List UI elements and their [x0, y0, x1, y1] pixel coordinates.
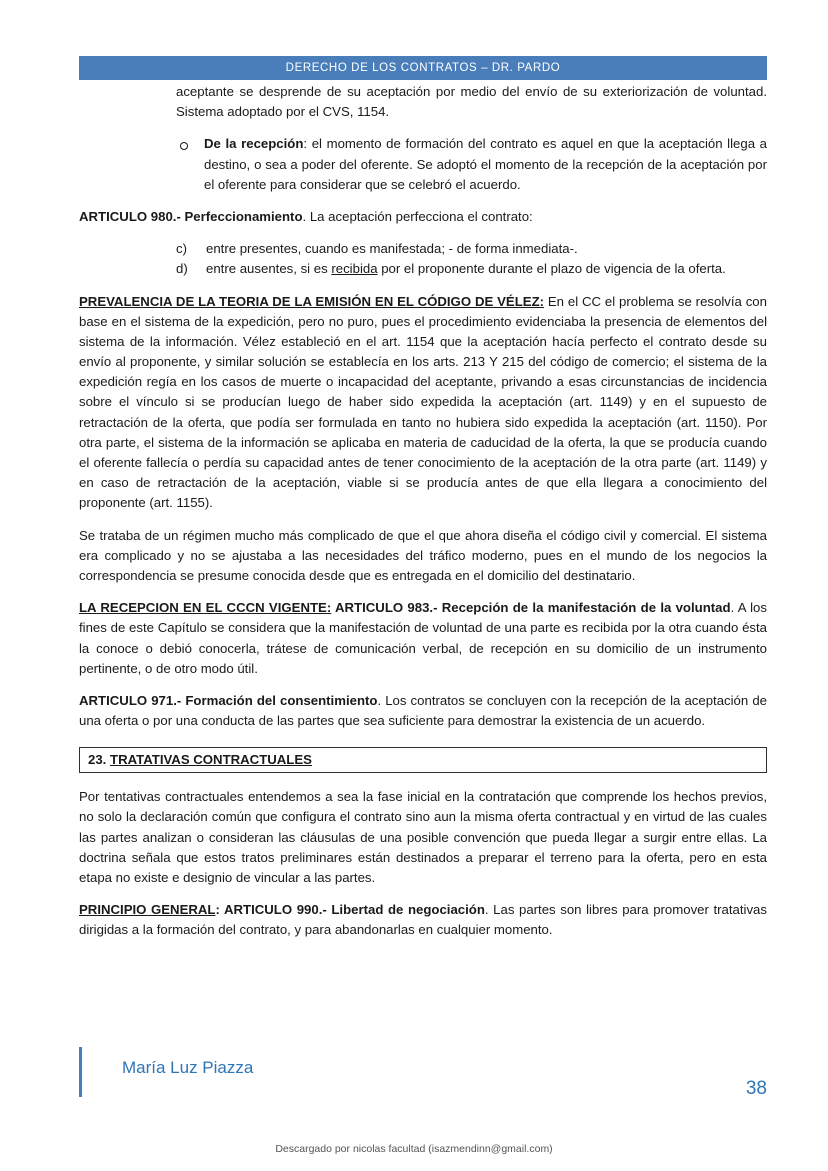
section-number: 23.	[88, 752, 107, 768]
section-heading-box	[79, 747, 767, 773]
list-item-d-underlined: recibida	[331, 261, 378, 277]
articulo-990-label: : ARTICULO 990.- Libertad de negociación	[215, 902, 485, 918]
author-name: María Luz Piazza	[122, 1058, 254, 1077]
paragraph-regimen-text: Se trataba de un régimen mucho más complicado de que el que ahora diseña el código civil y comercial. El sistema era complicado y no se ajustaba a las necesidades del tráfico moderno, pues en el mundo de los negocios la correspondencia se presume conocida desde que es entregada en el domicilio del destinatario.	[79, 527, 767, 583]
hollow-bullet-icon	[180, 142, 188, 150]
list-item-d-text-post: por el proponente durante el plazo de vigencia de la oferta.	[377, 261, 726, 277]
download-note: Descargado por nicolas facultad (isazmendinn@gmail.com)	[275, 1143, 553, 1155]
list-item-c-text: entre presentes, cuando es manifestada; - de forma inmediata-.	[206, 241, 578, 257]
list-item	[176, 134, 767, 195]
articulo-980-items	[79, 239, 767, 279]
recepcion-bullet-list	[79, 134, 767, 195]
articulo-980-text: . La aceptación perfecciona el contrato:	[302, 208, 533, 224]
paragraph-articulo-971	[79, 691, 767, 731]
page-number: 38	[745, 1078, 767, 1099]
paragraph-prevalencia	[79, 292, 767, 514]
list-marker-c: c)	[176, 241, 187, 257]
paragraph-recepcion-text: . A los fines de este Capítulo se considera que la manifestación de voluntad de una parte es recibida por la otra cuando ésta la conoce o debió conocerla, trátese de comunicación verbal, de recepción en su domicilio de un instrumento pertinente, o de otro modo útil.	[79, 600, 767, 676]
paragraph-continuation-top-text: aceptante se desprende de su aceptación por medio del envío de su exteriorización de voluntad. Sistema adoptado por el CVS, 1154.	[176, 84, 767, 120]
heading-prevalencia: PREVALENCIA DE LA TEORIA DE LA EMISIÓN EN EL CÓDIGO DE VÉLEZ:	[79, 293, 545, 309]
articulo-971-text: . Los contratos se concluyen con la recepción de la aceptación de una oferta o por una conducta de las partes que sea suficiente para demostrar la existencia de un acuerdo.	[79, 692, 767, 729]
paragraph-tentativas	[79, 787, 767, 888]
paragraph-continuation-top	[176, 82, 767, 122]
heading-principio-general: PRINCIPIO GENERAL	[79, 902, 216, 918]
page-header-banner	[79, 56, 767, 80]
heading-recepcion-cccn: LA RECEPCION EN EL CCCN VIGENTE:	[79, 600, 332, 616]
bullet-text-de-la-recepcion: : el momento de formación del contrato es aquel en que la aceptación llega a destino, o sea a poder del oferente. Se adoptó el momento de la recepción de la aceptación por el oferente para considerar que se celebró el acuerdo.	[204, 136, 767, 192]
paragraph-regimen	[79, 526, 767, 587]
list-item-d-text-pre: entre ausentes, si es	[206, 261, 332, 277]
paragraph-tentativas-text: Por tentativas contractuales entendemos a sea la fase inicial en la contratación que comprende los hechos previos, no solo la declaración común que configura el contrato sino aun la misma oferta contractual y en virtud de las cuales las partes analizan o consideran las cláusulas de una posible convención que pueda llegar a surgir entre ellas. La doctrina señala que estos tratos preliminares están destinados a preparar el terreno para la oferta, pero en esta etapa no existe e designio de vincular a las partes.	[79, 789, 767, 885]
paragraph-principio-general	[79, 900, 767, 940]
paragraph-recepcion-cccn	[79, 598, 767, 679]
document-content	[79, 82, 767, 953]
articulo-980-label: ARTICULO 980.- Perfeccionamiento	[79, 208, 303, 224]
list-item	[176, 259, 767, 279]
paragraph-articulo-980	[79, 207, 767, 227]
bullet-label-de-la-recepcion: De la recepción	[204, 136, 304, 152]
paragraph-principio-text: . Las partes son libres para promover tratativas dirigidas a la formación del contrato, y para abandonarlas en cualquier momento.	[79, 902, 767, 938]
list-marker-d: d)	[176, 261, 188, 277]
articulo-983-label: ARTICULO 983.- Recepción de la manifestación de la voluntad	[331, 600, 731, 616]
articulo-971-label: ARTICULO 971.- Formación del consentimiento	[79, 692, 378, 708]
page-header-title: DERECHO DE LOS CONTRATOS – DR. PARDO	[285, 62, 561, 74]
section-title: TRATATIVAS CONTRACTUALES	[110, 752, 312, 768]
list-item	[176, 239, 767, 259]
paragraph-prevalencia-text: En el CC el problema se resolvía con base en el sistema de la expedición, pero no puro, pues el procedimiento evidenciaba la presencia de elementos del sistema de la información. Vélez estableció en el art. 1154 que la aceptación hacía perfecto el contrato desde su envío al proponente, y similar solución se establecía en los arts. 213 Y 215 del código de comercio; el sistema de la expedición regía en los casos de muerte o incapacidad del aceptante, privando a esas circunstancias de incidencia sobre el vínculo si se producían luego de haber sido expedida la aceptación (art. 1149) y en el supuesto de retractación de la oferta, que podía ser formulada en tanto no hubiera sido expedida la aceptación (art. 1150). Por otra parte, el sistema de la información se aplicaba en materia de caducidad de la oferta, la que se producía cuando el oferente fallecía o perdía su capacidad antes de tener conocimiento de la aceptación de la otra parte (art. 1149) y en caso de retractación de la aceptación, viable si se producía antes de que ella llegara a conocimiento del proponente (art. 1155).	[79, 293, 767, 511]
